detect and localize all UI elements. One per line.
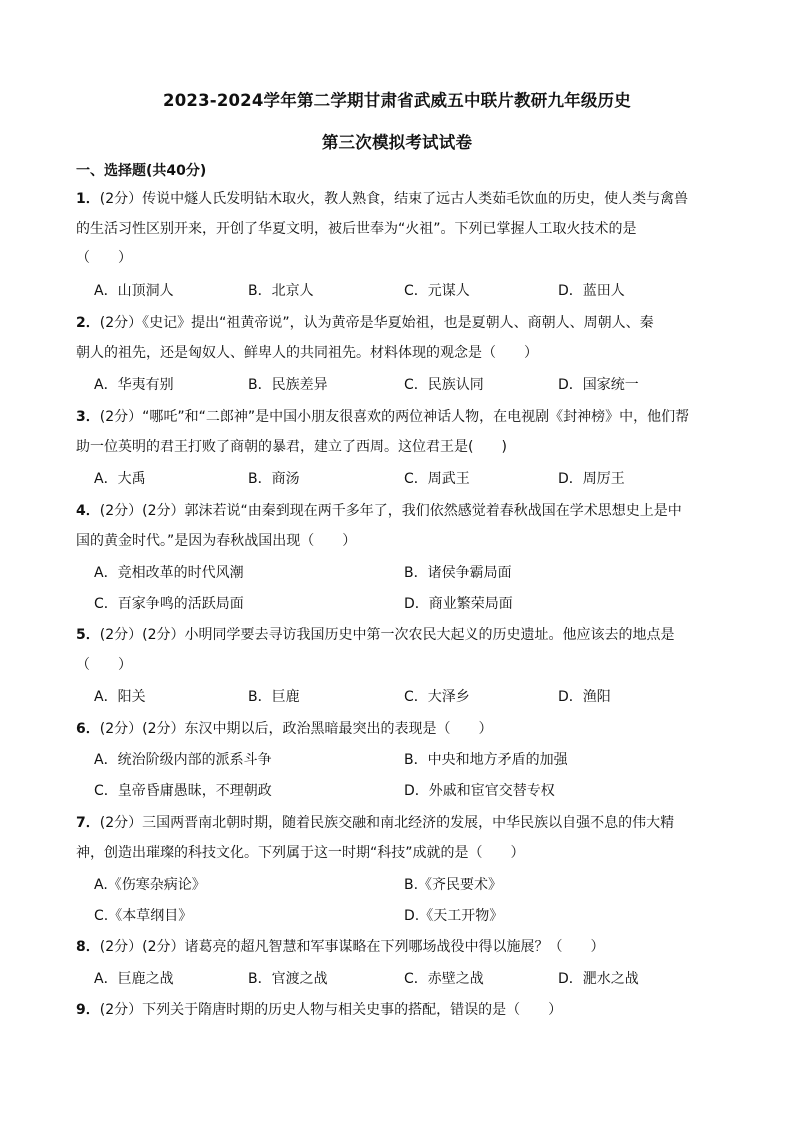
question-3-number: 3． xyxy=(76,409,100,425)
question-4-line-1: 4．(2分）(2分）郭沫若说“由秦到现在两千多年了，我们依然感觉着春秋战国在学术思想史上是中 xyxy=(76,503,682,519)
question-5-line-2: （ ） xyxy=(76,657,132,673)
question-2-line-2: 朝人的祖先，还是匈奴人、鲜卑人的共同祖先。材料体现的观念是（ ） xyxy=(76,345,538,361)
question-3-line-2: 助一位英明的君王打败了商朝的暴君，建立了西周。这位君王是( ) xyxy=(76,439,507,455)
question-4-line-2: 国的黄金时代。”是因为春秋战国出现（ ） xyxy=(76,533,357,549)
question-6-option-d: D．外戚和宦官交替专权 xyxy=(404,783,555,799)
question-7-option-c: C.《本草纲目》 xyxy=(94,908,193,924)
question-5-option-b: B．巨鹿 xyxy=(248,689,300,705)
exam-title-line-1: 2023-2024学年第二学期甘肃省武威五中联片教研九年级历史 xyxy=(163,91,631,110)
question-4-option-d: D．商业繁荣局面 xyxy=(404,596,513,612)
section-heading: 一、选择题(共40分) xyxy=(76,163,207,179)
question-7-number: 7． xyxy=(76,815,100,831)
question-1-line-2: 的生活习性区别开来，开创了华夏文明，被后世奉为“火祖”。下列已掌握人工取火技术的是 xyxy=(76,221,637,237)
question-5-option-a: A．阳关 xyxy=(94,689,146,705)
question-6-number: 6． xyxy=(76,721,100,737)
question-1-line-3: （ ） xyxy=(76,250,132,266)
question-8-option-a: A．巨鹿之战 xyxy=(94,971,174,987)
question-3-line-1: 3．(2分）“哪吒”和“二郎神”是中国小朋友很喜欢的两位神话人物，在电视剧《封神榜》中，他们帮 xyxy=(76,409,690,425)
question-1-option-c: C．元谋人 xyxy=(404,283,470,299)
question-8-line-1: 8．(2分）(2分）诸葛亮的超凡智慧和军事谋略在下列哪场战役中得以施展？（ ） xyxy=(76,939,605,955)
question-7-option-b: B.《齐民要术》 xyxy=(404,877,503,893)
question-4-option-b: B．诸侯争霸局面 xyxy=(404,565,512,581)
question-7-line-1: 7．(2分）三国两晋南北朝时期，随着民族交融和南北经济的发展，中华民族以自强不息的伟大精 xyxy=(76,815,675,831)
question-8-option-d: D．淝水之战 xyxy=(558,971,639,987)
question-6-line-1: 6．(2分）(2分）东汉中期以后，政治黑暗最突出的表现是（ ） xyxy=(76,721,493,737)
question-8-option-b: B．官渡之战 xyxy=(248,971,328,987)
question-3-option-c: C．周武王 xyxy=(404,471,470,487)
question-7-line-2: 神，创造出璀璨的科技文化。下列属于这一时期“科技”成就的是（ ） xyxy=(76,845,525,861)
question-9-number: 9． xyxy=(76,1002,100,1018)
question-7-option-a: A.《伤寒杂病论》 xyxy=(94,877,206,893)
question-7-option-d: D.《天工开物》 xyxy=(404,908,504,924)
question-6-option-a: A．统治阶级内部的派系斗争 xyxy=(94,752,272,768)
question-8-number: 8． xyxy=(76,939,100,955)
question-2-option-c: C．民族认同 xyxy=(404,377,484,393)
question-3-option-a: A．大禹 xyxy=(94,471,146,487)
question-1-option-b: B．北京人 xyxy=(248,283,314,299)
exam-title-line-2: 第三次模拟考试试卷 xyxy=(321,133,473,152)
question-3-option-d: D．周厉王 xyxy=(558,471,625,487)
question-1-number: 1． xyxy=(76,191,100,207)
question-5-option-c: C．大泽乡 xyxy=(404,689,470,705)
question-5-number: 5． xyxy=(76,627,100,643)
question-1-option-a: A．山顶洞人 xyxy=(94,283,174,299)
question-5-line-1: 5．(2分）(2分）小明同学要去寻访我国历史中第一次农民大起义的历史遗址。他应该去的地点是 xyxy=(76,627,675,643)
question-4-option-c: C．百家争鸣的活跃局面 xyxy=(94,596,244,612)
question-2-option-a: A．华夷有别 xyxy=(94,377,174,393)
question-2-option-d: D．国家统一 xyxy=(558,377,639,393)
question-8-option-c: C．赤壁之战 xyxy=(404,971,484,987)
question-2-option-b: B．民族差异 xyxy=(248,377,328,393)
question-6-option-c: C．皇帝昏庸愚昧，不理朝政 xyxy=(94,783,272,799)
question-1-line-1: 1．(2分）传说中燧人氏发明钻木取火，教人熟食，结束了远古人类茹毛饮血的历史，使人类与禽兽 xyxy=(76,191,689,207)
question-5-option-d: D．渔阳 xyxy=(558,689,611,705)
question-6-option-b: B．中央和地方矛盾的加强 xyxy=(404,752,568,768)
question-3-option-b: B．商汤 xyxy=(248,471,300,487)
question-2-number: 2． xyxy=(76,315,100,331)
question-4-number: 4． xyxy=(76,503,100,519)
question-4-option-a: A．竞相改革的时代风潮 xyxy=(94,565,244,581)
question-9-line-1: 9．(2分）下列关于隋唐时期的历史人物与相关史事的搭配，错误的是（ ） xyxy=(76,1002,563,1018)
question-1-option-d: D．蓝田人 xyxy=(558,283,625,299)
question-2-line-1: 2．(2分）《史记》提出“祖黄帝说”，认为黄帝是华夏始祖，也是夏朝人、商朝人、周朝人、秦 xyxy=(76,315,654,331)
